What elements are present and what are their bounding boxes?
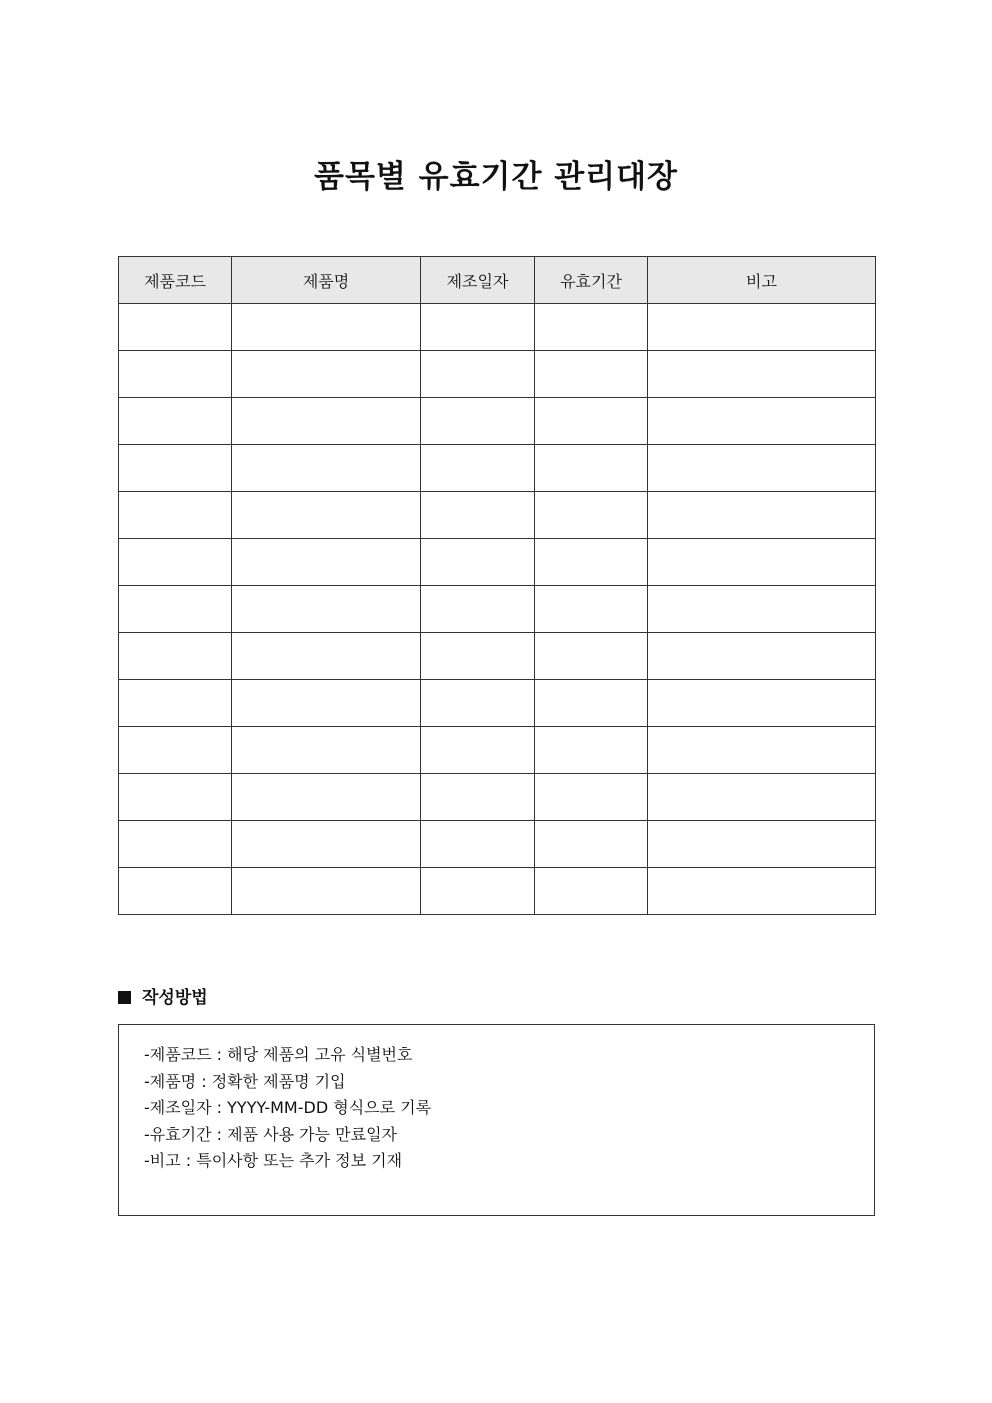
cell-product-code[interactable] bbox=[119, 492, 232, 539]
table-row bbox=[119, 821, 876, 868]
cell-product-name[interactable] bbox=[232, 868, 421, 915]
cell-expiry-period[interactable] bbox=[535, 445, 648, 492]
cell-expiry-period[interactable] bbox=[535, 680, 648, 727]
cell-product-name[interactable] bbox=[232, 774, 421, 821]
cell-expiry-period[interactable] bbox=[535, 351, 648, 398]
cell-product-name[interactable] bbox=[232, 351, 421, 398]
table-header-row bbox=[119, 257, 876, 304]
cell-manufacture-date[interactable] bbox=[421, 633, 535, 680]
cell-remarks[interactable] bbox=[648, 633, 876, 680]
cell-manufacture-date[interactable] bbox=[421, 539, 535, 586]
cell-product-name[interactable] bbox=[232, 586, 421, 633]
cell-manufacture-date[interactable] bbox=[421, 351, 535, 398]
table-row bbox=[119, 680, 876, 727]
cell-remarks[interactable] bbox=[648, 868, 876, 915]
cell-manufacture-date[interactable] bbox=[421, 680, 535, 727]
cell-remarks[interactable] bbox=[648, 304, 876, 351]
cell-product-code[interactable] bbox=[119, 445, 232, 492]
table-row bbox=[119, 868, 876, 915]
instruction-product-name: -제품명 : 정확한 제품명 기입 bbox=[144, 1071, 346, 1091]
cell-expiry-period[interactable] bbox=[535, 727, 648, 774]
cell-product-code[interactable] bbox=[119, 774, 232, 821]
cell-remarks[interactable] bbox=[648, 774, 876, 821]
cell-product-code[interactable] bbox=[119, 304, 232, 351]
header-expiry-period: 유효기간 bbox=[535, 257, 648, 304]
cell-expiry-period[interactable] bbox=[535, 398, 648, 445]
table-body bbox=[119, 304, 876, 915]
cell-manufacture-date[interactable] bbox=[421, 868, 535, 915]
cell-remarks[interactable] bbox=[648, 586, 876, 633]
cell-remarks[interactable] bbox=[648, 398, 876, 445]
table-row bbox=[119, 304, 876, 351]
cell-product-name[interactable] bbox=[232, 680, 421, 727]
header-product-code: 제품코드 bbox=[119, 257, 232, 304]
cell-remarks[interactable] bbox=[648, 445, 876, 492]
cell-product-name[interactable] bbox=[232, 304, 421, 351]
cell-product-name[interactable] bbox=[232, 633, 421, 680]
cell-expiry-period[interactable] bbox=[535, 539, 648, 586]
table-row bbox=[119, 633, 876, 680]
cell-manufacture-date[interactable] bbox=[421, 492, 535, 539]
expiry-ledger-table bbox=[118, 256, 876, 915]
cell-manufacture-date[interactable] bbox=[421, 398, 535, 445]
cell-remarks[interactable] bbox=[648, 821, 876, 868]
cell-product-name[interactable] bbox=[232, 821, 421, 868]
cell-manufacture-date[interactable] bbox=[421, 304, 535, 351]
instructions-list bbox=[119, 1025, 874, 1175]
cell-product-code[interactable] bbox=[119, 586, 232, 633]
cell-remarks[interactable] bbox=[648, 680, 876, 727]
table-row bbox=[119, 398, 876, 445]
cell-product-code[interactable] bbox=[119, 633, 232, 680]
cell-product-code[interactable] bbox=[119, 539, 232, 586]
cell-expiry-period[interactable] bbox=[535, 868, 648, 915]
table-row bbox=[119, 351, 876, 398]
cell-product-code[interactable] bbox=[119, 868, 232, 915]
cell-expiry-period[interactable] bbox=[535, 304, 648, 351]
cell-remarks[interactable] bbox=[648, 351, 876, 398]
cell-product-name[interactable] bbox=[232, 727, 421, 774]
cell-expiry-period[interactable] bbox=[535, 492, 648, 539]
cell-manufacture-date[interactable] bbox=[421, 821, 535, 868]
cell-remarks[interactable] bbox=[648, 492, 876, 539]
cell-product-name[interactable] bbox=[232, 539, 421, 586]
cell-expiry-period[interactable] bbox=[535, 633, 648, 680]
cell-expiry-period[interactable] bbox=[535, 586, 648, 633]
cell-expiry-period[interactable] bbox=[535, 821, 648, 868]
table-row bbox=[119, 445, 876, 492]
table-row bbox=[119, 539, 876, 586]
cell-manufacture-date[interactable] bbox=[421, 774, 535, 821]
cell-manufacture-date[interactable] bbox=[421, 727, 535, 774]
instructions-box bbox=[118, 1024, 875, 1216]
instruction-manufacture-date: -제조일자 : YYYY-MM-DD 형식으로 기록 bbox=[144, 1098, 432, 1117]
table-row bbox=[119, 727, 876, 774]
cell-expiry-period[interactable] bbox=[535, 774, 648, 821]
cell-product-name[interactable] bbox=[232, 398, 421, 445]
header-product-name: 제품명 bbox=[232, 257, 421, 304]
cell-product-code[interactable] bbox=[119, 727, 232, 774]
cell-product-name[interactable] bbox=[232, 445, 421, 492]
cell-product-code[interactable] bbox=[119, 351, 232, 398]
cell-product-code[interactable] bbox=[119, 821, 232, 868]
cell-remarks[interactable] bbox=[648, 727, 876, 774]
square-bullet-icon bbox=[118, 991, 131, 1004]
header-remarks: 비고 bbox=[648, 257, 876, 304]
cell-manufacture-date[interactable] bbox=[421, 586, 535, 633]
instruction-expiry-period: -유효기간 : 제품 사용 가능 만료일자 bbox=[144, 1124, 397, 1144]
table-row bbox=[119, 774, 876, 821]
instruction-remarks: -비고 : 특이사항 또는 추가 정보 기재 bbox=[144, 1151, 403, 1170]
table-row bbox=[119, 586, 876, 633]
instruction-product-code: -제품코드 : 해당 제품의 고유 식별번호 bbox=[144, 1045, 413, 1064]
cell-product-name[interactable] bbox=[232, 492, 421, 539]
cell-remarks[interactable] bbox=[648, 539, 876, 586]
instructions-heading bbox=[118, 986, 208, 1010]
cell-product-code[interactable] bbox=[119, 398, 232, 445]
document-title: 품목별 유효기간 관리대장 bbox=[314, 158, 678, 195]
table-row bbox=[119, 492, 876, 539]
cell-manufacture-date[interactable] bbox=[421, 445, 535, 492]
instructions-heading-text: 작성방법 bbox=[142, 988, 208, 1008]
header-manufacture-date: 제조일자 bbox=[421, 257, 535, 304]
cell-product-code[interactable] bbox=[119, 680, 232, 727]
